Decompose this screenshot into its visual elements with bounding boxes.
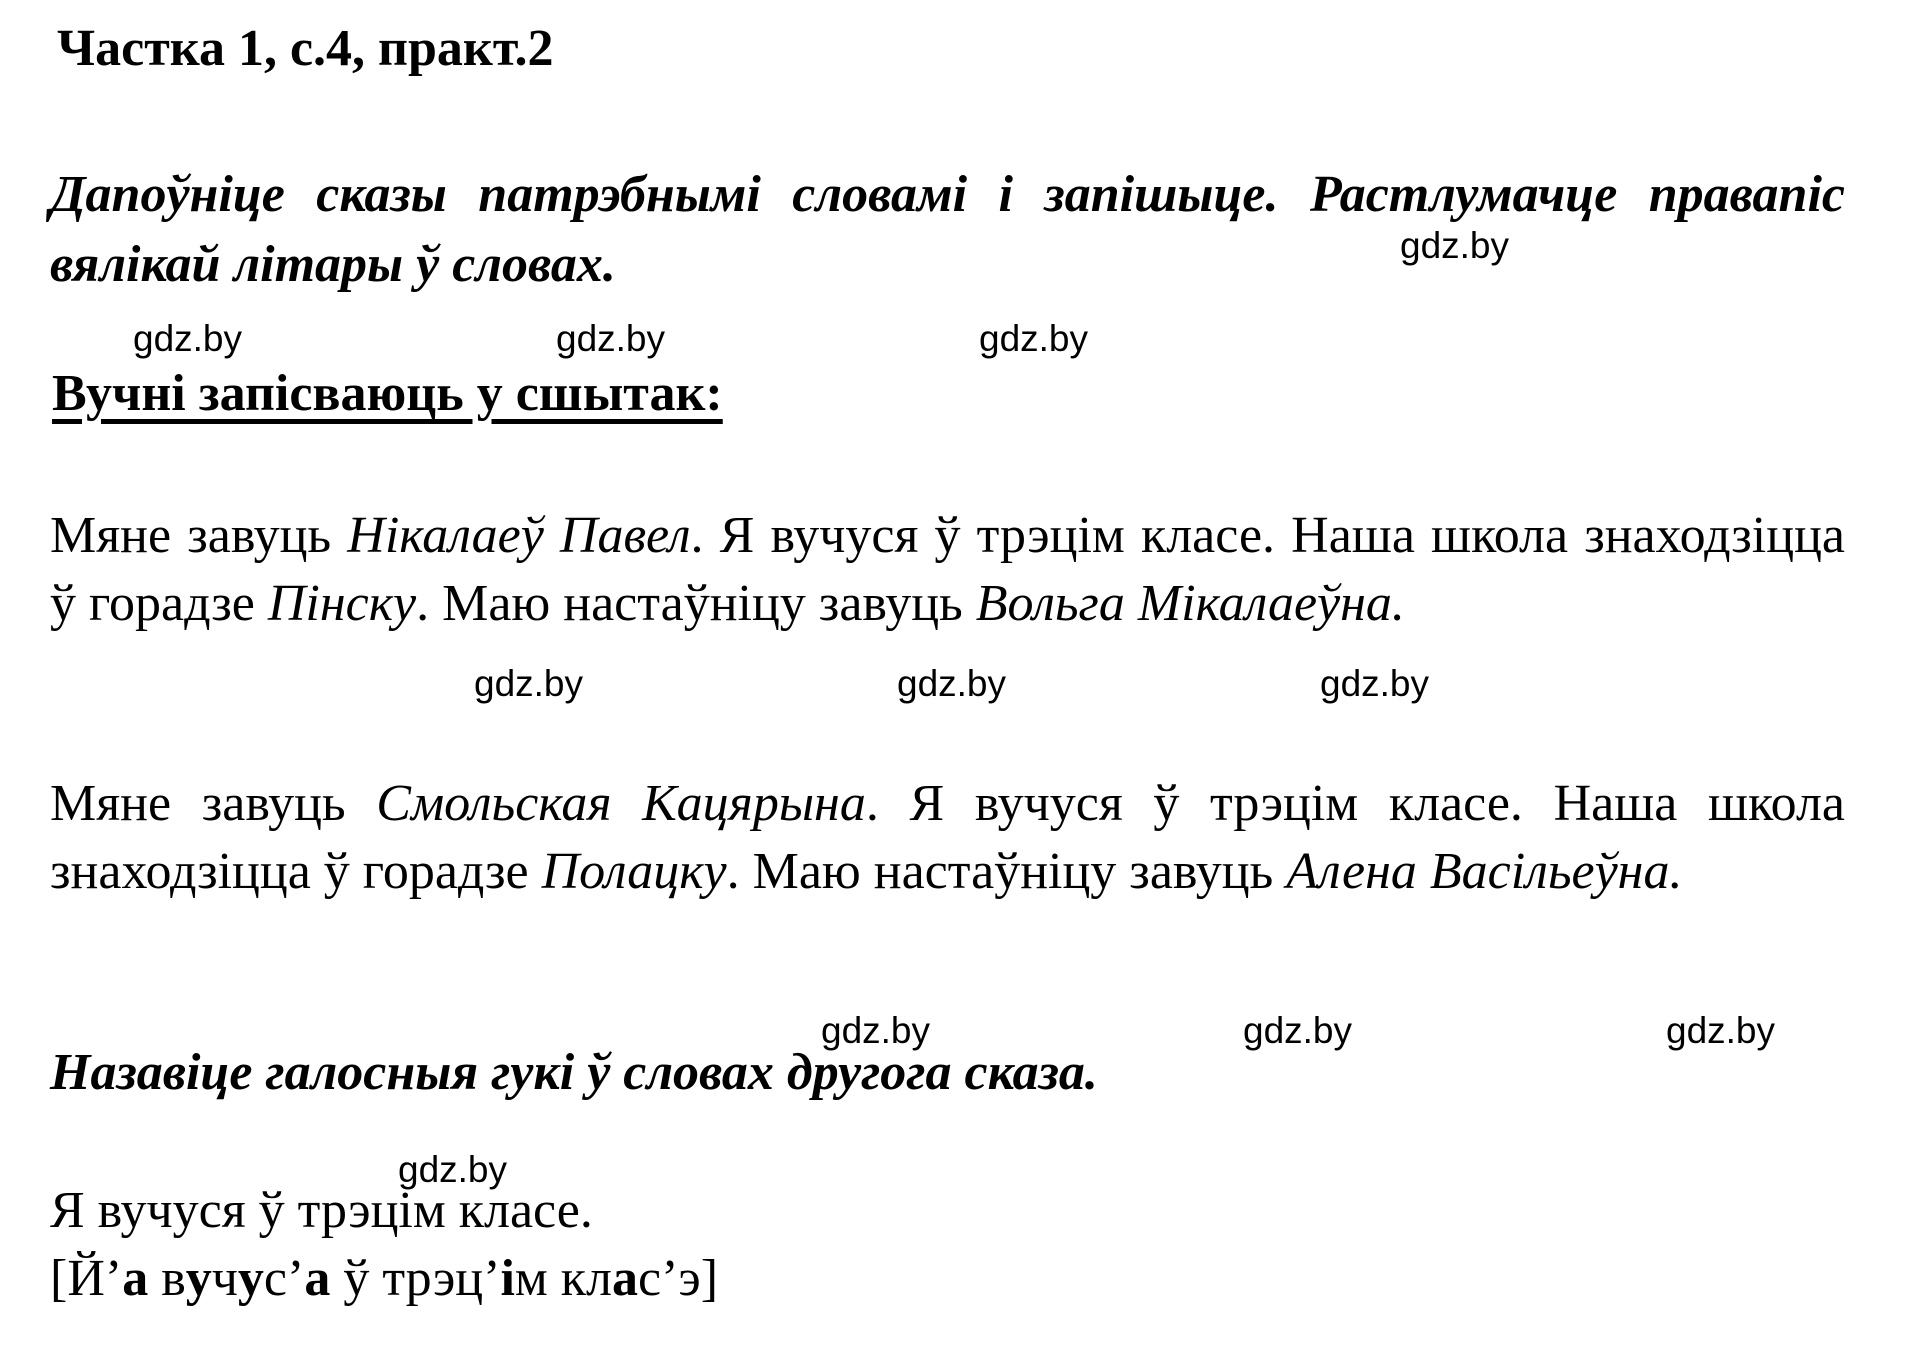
watermark: gdz.by xyxy=(979,318,1089,359)
paragraph-text: . Маю настаўніцу завуць xyxy=(726,843,1287,900)
watermark: gdz.by xyxy=(1400,225,1510,266)
paragraph-text: Мяне завуць xyxy=(50,507,348,564)
watermark: gdz.by xyxy=(474,663,584,704)
consonant-segment: с’э] xyxy=(638,1250,719,1307)
task-instruction-1: Дапоўніце сказы патрэбнымі словамі і запішыце. Растлумачце правапіс вялікай літары ў словах. xyxy=(50,166,1845,293)
teacher-name: Алена Васільеўна. xyxy=(1286,843,1683,900)
vowel-sound: у xyxy=(185,1250,212,1307)
paragraph-text: . Я вучуся ў трэцім класе. Наша школа знаходзіцца ў горадзе xyxy=(50,507,1845,632)
vowel-sound: у xyxy=(237,1250,264,1307)
student-name: Нікалаеў Павел xyxy=(347,507,691,564)
watermark: gdz.by xyxy=(133,318,243,359)
watermark: gdz.by xyxy=(1666,1010,1776,1051)
paragraph-text: . Я вучуся ў трэцім класе. Наша школа знаходзіцца ў горадзе xyxy=(50,775,1845,900)
consonant-segment: м кл xyxy=(514,1250,613,1307)
watermark: gdz.by xyxy=(556,318,666,359)
consonant-segment: [Й’ xyxy=(50,1250,123,1307)
consonant-segment: в xyxy=(148,1250,186,1307)
phonetic-transcription xyxy=(50,1248,718,1310)
vowel-sound: а xyxy=(612,1250,639,1307)
vowel-sound: а xyxy=(304,1250,331,1307)
student-name: Смольская Кацярына xyxy=(376,775,866,832)
watermark: gdz.by xyxy=(897,663,1007,704)
teacher-name: Вольга Мікалаеўна. xyxy=(975,575,1405,632)
city-name: Полацку xyxy=(541,843,727,900)
section-subheading: Вучні запісваюць у сшытак: xyxy=(52,365,723,422)
consonant-segment: с’ xyxy=(263,1250,305,1307)
city-name: Пінску xyxy=(267,575,417,632)
vowel-sound: і xyxy=(500,1250,515,1307)
watermark: gdz.by xyxy=(821,1010,931,1051)
paragraph-text: Мяне завуць xyxy=(50,775,377,832)
consonant-segment: ў трэц’ xyxy=(330,1250,501,1307)
paragraph-text: . Маю настаўніцу завуць xyxy=(416,575,976,632)
vowel-sound: а xyxy=(122,1250,149,1307)
answer-paragraph-2 xyxy=(50,770,1845,906)
watermark: gdz.by xyxy=(398,1149,508,1190)
page-title: Частка 1, с.4, практ.2 xyxy=(57,20,554,77)
example-sentence: Я вучуся ў трэцім класе. xyxy=(50,1182,593,1239)
watermark: gdz.by xyxy=(1243,1010,1353,1051)
answer-paragraph-1 xyxy=(50,502,1845,638)
task-instruction-2: Назавіце галосныя гукі ў словах другога сказа. xyxy=(50,1044,1098,1101)
watermark: gdz.by xyxy=(1320,663,1430,704)
consonant-segment: ч xyxy=(211,1250,238,1307)
